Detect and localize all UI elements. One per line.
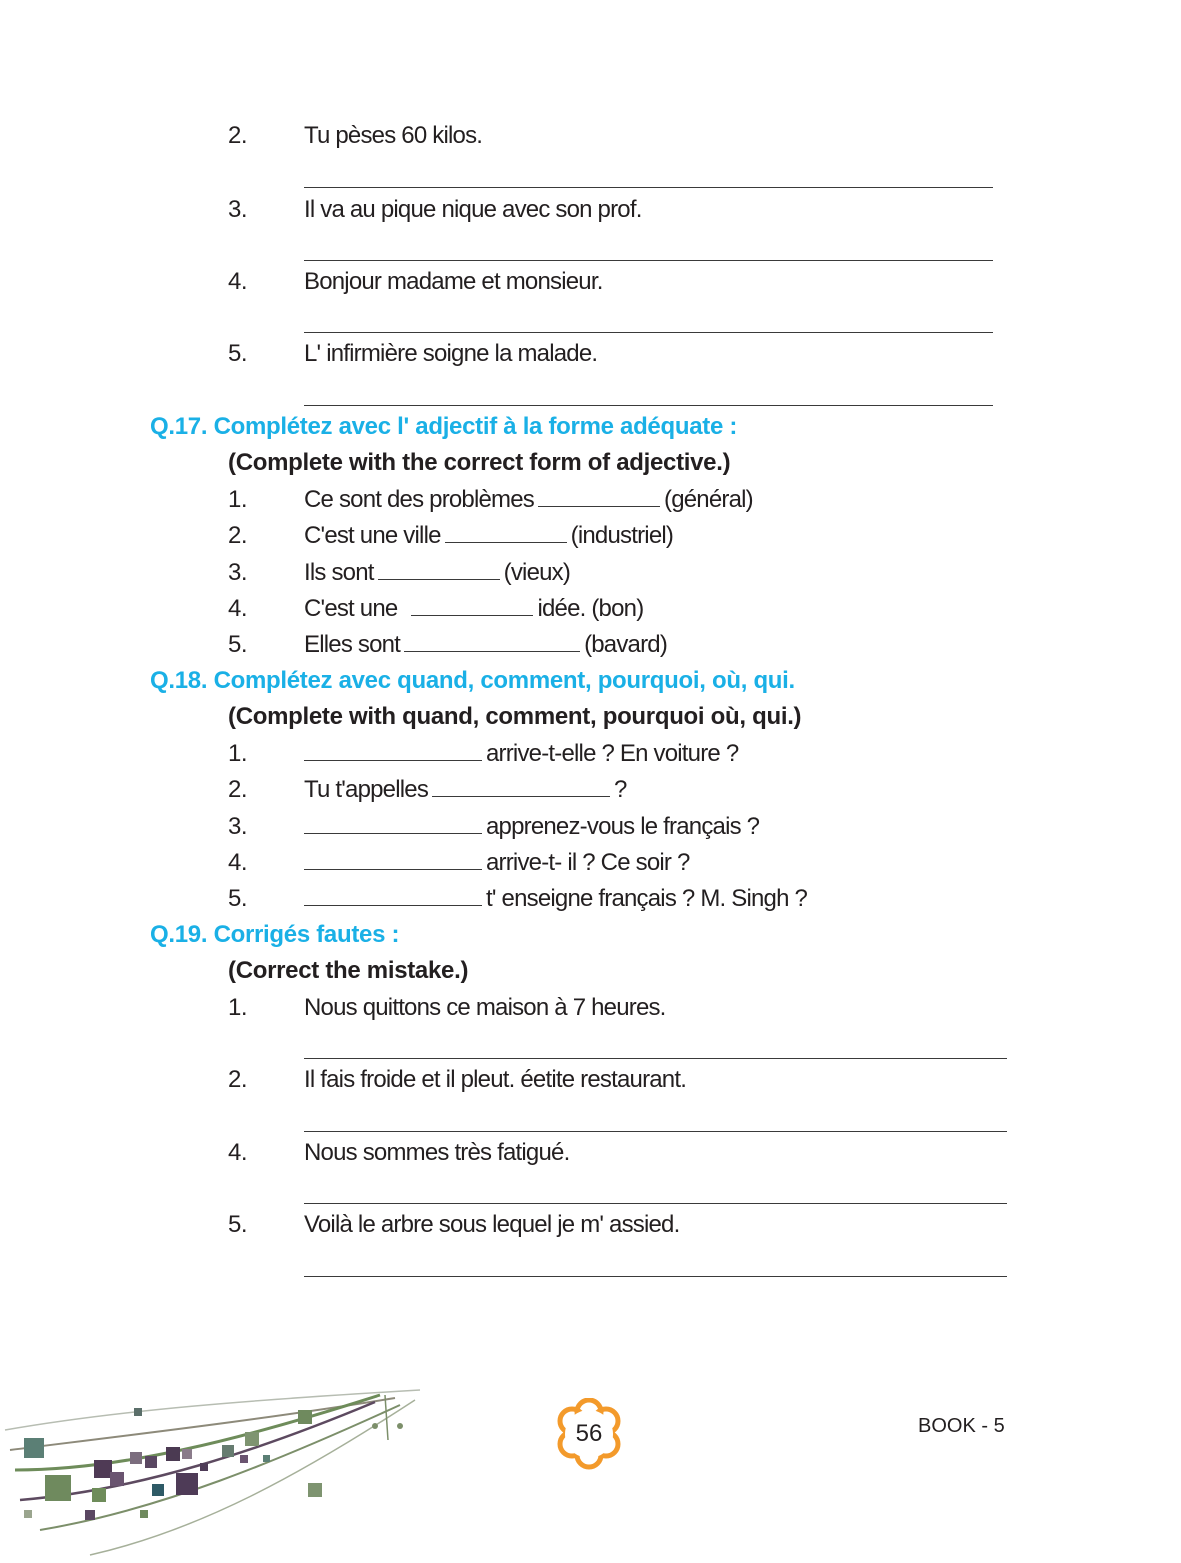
text-after: (général) <box>664 486 753 513</box>
fill-blank-sentence <box>304 522 673 550</box>
question-18-subheading: (Complete with quand, comment, pourquoi où, qui.) <box>228 703 802 730</box>
item-number: 5. <box>228 340 248 367</box>
item-number: 4. <box>228 1139 248 1166</box>
page-number-badge <box>553 1398 625 1470</box>
answer-line[interactable] <box>304 332 993 333</box>
answer-line[interactable] <box>304 187 993 188</box>
text-after: t' enseigne français ? M. Singh ? <box>486 885 808 912</box>
sentence-text: Nous sommes très fatigué. <box>304 1139 570 1166</box>
book-label: BOOK - 5 <box>918 1415 1005 1437</box>
fill-blank-sentence <box>304 595 643 623</box>
text-before: Elles sont <box>304 631 401 658</box>
answer-line[interactable] <box>304 1131 1007 1132</box>
text-before: C'est une ville <box>304 522 441 549</box>
text-before: Tu t'appelles <box>304 776 429 803</box>
fill-blank-sentence <box>304 849 690 877</box>
fill-blank-sentence <box>304 486 753 514</box>
sentence-text: L' infirmière soigne la malade. <box>304 340 598 367</box>
blank-field[interactable] <box>538 505 660 507</box>
blank-field[interactable] <box>304 832 482 834</box>
text-before: Ce sont des problèmes <box>304 486 534 513</box>
answer-line[interactable] <box>304 405 993 406</box>
item-number: 2. <box>228 1066 248 1093</box>
fill-blank-sentence <box>304 885 807 913</box>
sentence-text: Il va au pique nique avec son prof. <box>304 196 642 223</box>
answer-line[interactable] <box>304 1203 1007 1204</box>
item-number: 2. <box>228 522 248 549</box>
answer-line[interactable] <box>304 1058 1007 1059</box>
text-after: apprenez-vous le français ? <box>486 813 760 840</box>
item-number: 4. <box>228 595 248 622</box>
item-number: 5. <box>228 631 248 658</box>
question-18-heading: Q.18. Complétez avec quand, comment, pourquoi, où, qui. <box>150 667 795 694</box>
item-number: 3. <box>228 196 248 223</box>
text-after: idée. (bon) <box>537 595 644 622</box>
decorative-swirl-graphic <box>0 1380 430 1563</box>
sentence-text: Tu pèses 60 kilos. <box>304 122 483 149</box>
sentence-text: Voilà le arbre sous lequel je m' assied. <box>304 1211 680 1238</box>
text-after: (vieux) <box>503 559 571 586</box>
item-number: 2. <box>228 122 248 149</box>
question-19-subheading: (Correct the mistake.) <box>228 957 469 984</box>
question-19-heading: Q.19. Corrigés fautes : <box>150 921 400 948</box>
item-number: 1. <box>228 994 248 1021</box>
item-number: 3. <box>228 559 248 586</box>
fill-blank-sentence <box>304 740 738 768</box>
sentence-text: Il fais froide et il pleut. éetite restaurant. <box>304 1066 687 1093</box>
item-number: 2. <box>228 776 248 803</box>
fill-blank-sentence <box>304 559 570 587</box>
fill-blank-sentence <box>304 631 667 659</box>
item-number: 4. <box>228 268 248 295</box>
answer-line[interactable] <box>304 1276 1007 1277</box>
item-number: 5. <box>228 1211 248 1238</box>
answer-line[interactable] <box>304 260 993 261</box>
item-number: 1. <box>228 486 248 513</box>
blank-field[interactable] <box>411 614 533 616</box>
item-number: 5. <box>228 885 248 912</box>
item-number: 1. <box>228 740 248 767</box>
text-after: ? <box>614 776 627 803</box>
text-after: (industriel) <box>570 522 674 549</box>
blank-field[interactable] <box>445 541 567 543</box>
blank-field[interactable] <box>432 795 610 797</box>
blank-field[interactable] <box>304 759 482 761</box>
fill-blank-sentence <box>304 813 759 841</box>
sentence-text: Nous quittons ce maison à 7 heures. <box>304 994 666 1021</box>
question-17-heading: Q.17. Complétez avec l' adjectif à la forme adéquate : <box>150 413 738 440</box>
blank-field[interactable] <box>404 650 580 652</box>
sentence-text: Bonjour madame et monsieur. <box>304 268 603 295</box>
question-17-subheading: (Complete with the correct form of adjective.) <box>228 449 731 476</box>
item-number: 3. <box>228 813 248 840</box>
text-before: C'est une <box>304 595 398 622</box>
fill-blank-sentence <box>304 776 627 804</box>
blank-field[interactable] <box>378 578 500 580</box>
blank-field[interactable] <box>304 868 482 870</box>
text-after: arrive-t- il ? Ce soir ? <box>486 849 690 876</box>
text-after: arrive-t-elle ? En voiture ? <box>486 740 739 767</box>
page-number: 56 <box>575 1420 603 1447</box>
blank-field[interactable] <box>304 904 482 906</box>
text-before: Ils sont <box>304 559 374 586</box>
text-after: (bavard) <box>584 631 668 658</box>
item-number: 4. <box>228 849 248 876</box>
